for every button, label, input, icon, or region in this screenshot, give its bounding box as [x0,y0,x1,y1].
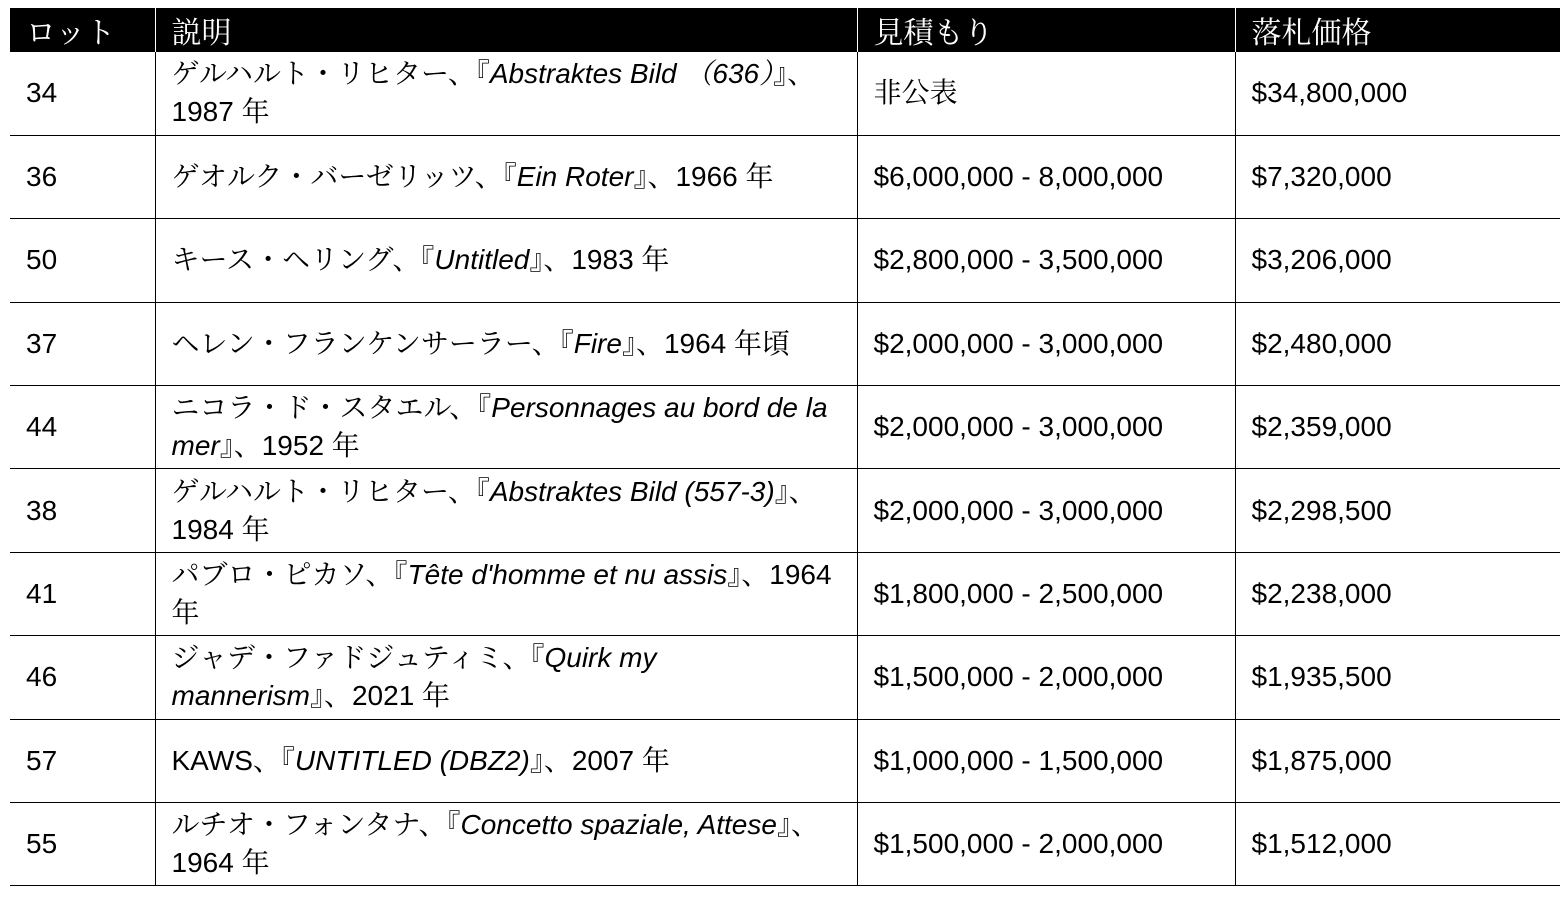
artwork-title: Abstraktes Bild (557-3) [489,475,775,507]
table-row [10,552,1560,635]
lot-number: 34 [10,52,155,135]
lot-number: 55 [10,803,155,886]
artwork-title: Fire [573,327,622,359]
artwork-description [155,636,857,719]
lot-number: 44 [10,386,155,469]
artwork-year: 』、2021 年 [309,680,451,712]
table-row [10,719,1560,802]
hammer-price: $34,800,000 [1235,52,1560,135]
artwork-description [155,803,857,886]
hammer-price: $1,935,500 [1235,636,1560,719]
estimate: $1,500,000 - 2,000,000 [857,803,1235,886]
table-row [10,219,1560,302]
artwork-description [155,719,857,802]
artwork-title: Abstraktes Bild （636） [489,58,774,90]
lot-number: 37 [10,302,155,385]
artist-name: キース・ヘリング、『 [171,244,435,276]
estimate: 非公表 [857,52,1235,135]
artist-name: ジャデ・ファドジュティミ、『 [171,642,545,674]
hammer-price: $2,359,000 [1235,386,1560,469]
table-row [10,469,1560,552]
table-row [10,52,1560,135]
artist-name: ゲオルク・バーゼリッツ、『 [171,161,517,193]
auction-results-table [10,8,1560,886]
lot-number: 38 [10,469,155,552]
hammer-price: $3,206,000 [1235,219,1560,302]
estimate: $2,000,000 - 3,000,000 [857,386,1235,469]
table-header-row [10,8,1560,52]
table-row [10,302,1560,385]
artwork-title: Concetto spaziale, Attese [460,809,777,841]
table-row [10,636,1560,719]
artwork-year: 』、1983 年 [529,244,670,276]
lot-number: 36 [10,135,155,218]
artwork-description [155,135,857,218]
table-row [10,386,1560,469]
hammer-price: $2,480,000 [1235,302,1560,385]
table-row [10,803,1560,886]
artwork-description [155,386,857,469]
artist-name: パブロ・ピカソ、『 [171,559,408,591]
hammer-price: $2,298,500 [1235,469,1560,552]
artist-name: ルチオ・フォンタナ、『 [171,809,461,841]
artwork-year: 』、1952 年 [219,430,360,462]
artwork-title: Tête d'homme et nu assis [407,559,728,591]
hammer-price: $1,512,000 [1235,803,1560,886]
artwork-description [155,469,857,552]
artwork-title: Personnages au bord de la mer [171,392,828,462]
hammer-price: $7,320,000 [1235,135,1560,218]
artwork-title: UNTITLED (DBZ2) [294,744,530,776]
estimate: $2,800,000 - 3,500,000 [857,219,1235,302]
artwork-title: Ein Roter [516,161,634,193]
header-description: 説明 [155,8,857,52]
artwork-year: 』、1964 年頃 [621,327,791,359]
artwork-year: 』、1984 年 [171,475,817,545]
artist-name: ニコラ・ド・スタエル、『 [171,392,492,424]
artwork-description [155,52,857,135]
estimate: $1,000,000 - 1,500,000 [857,719,1235,802]
artwork-year: 』、2007 年 [529,744,670,776]
lot-number: 41 [10,552,155,635]
header-lot: ロット [26,17,116,50]
estimate: $2,000,000 - 3,000,000 [857,469,1235,552]
artist-name: KAWS、『 [171,744,295,776]
estimate: $1,800,000 - 2,500,000 [857,552,1235,635]
header-estimate: 見積もり [857,8,1235,52]
hammer-price: $1,875,000 [1235,719,1560,802]
lot-number: 46 [10,636,155,719]
artwork-description [155,219,857,302]
lot-number: 50 [10,219,155,302]
estimate: $6,000,000 - 8,000,000 [857,135,1235,218]
artwork-title: Quirk my mannerism [171,642,657,712]
artist-name: ゲルハルト・リヒター、『 [171,58,490,90]
artist-name: ゲルハルト・リヒター、『 [171,475,490,507]
artwork-year: 』、1987 年 [171,58,816,128]
artwork-year: 』、1964 年 [171,559,832,629]
table-row [10,135,1560,218]
hammer-price: $2,238,000 [1235,552,1560,635]
header-hammer-price: 落札価格 [1235,8,1560,52]
estimate: $2,000,000 - 3,000,000 [857,302,1235,385]
artwork-title: Untitled [434,244,530,276]
estimate: $1,500,000 - 2,000,000 [857,636,1235,719]
artwork-description [155,552,857,635]
artwork-year: 』、1966 年 [633,161,774,193]
artwork-description [155,302,857,385]
artwork-year: 』、1964 年 [171,809,819,879]
lot-number: 57 [10,719,155,802]
artist-name: ヘレン・フランケンサーラー、『 [171,327,574,359]
